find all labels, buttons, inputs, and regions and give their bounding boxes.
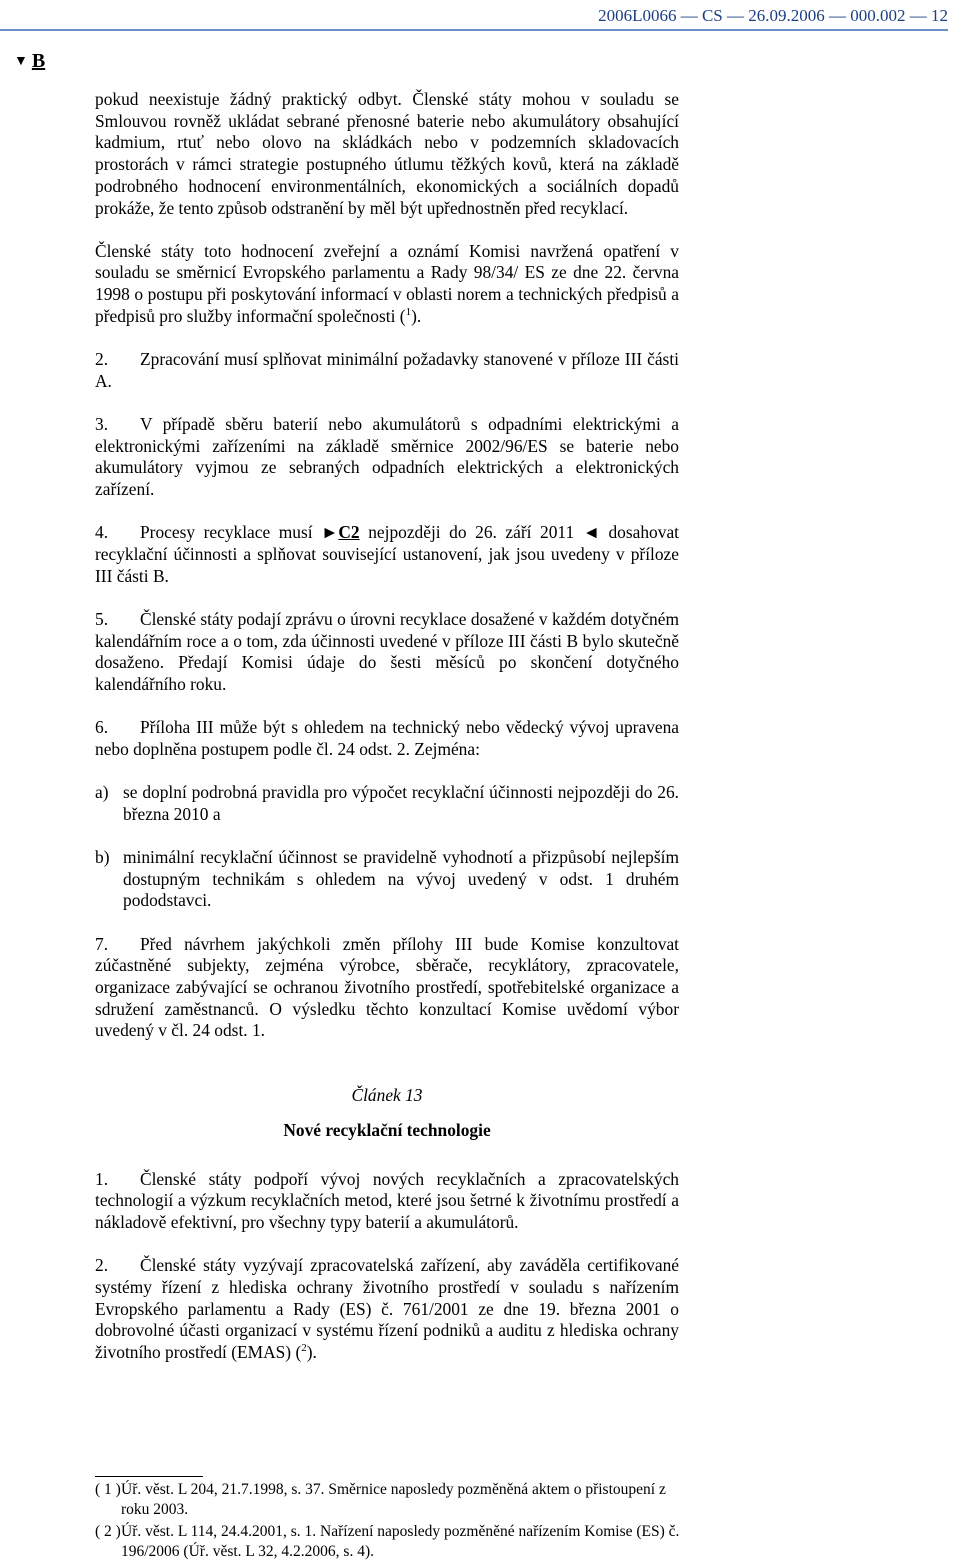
footnote-divider <box>95 1476 203 1477</box>
amendment-link-c2[interactable]: C2 <box>338 522 360 543</box>
paragraph-number: 2. <box>95 349 109 370</box>
paragraph-5: 5. Členské státy podají zprávu o úrovni recyklace dosažené v každém dotyčném kalendářním roce a o tom, zda účinnosti uvedené v příloze III části B bylo skutečně dosaženo. Předají Komisi údaje do šesti měsíců po skončení dotyčného kalendářního roku. <box>95 608 679 694</box>
list-item-a: a) se doplní podrobná pravidla pro výpočet recyklační účinnosti nejpozději do 26. března 2010 a <box>95 782 679 824</box>
paragraph-assessment: Členské státy toto hodnocení zveřejní a oznámí Komisi navržená opatření v souladu se směrnicí Evropského parlamentu a Rady 98/34/ ES ze dne 22. června 1998 o postupu při poskytování informací v oblasti norem a technických předpisů a předpisů pro služby informační společnosti ($^1$). <box>95 240 679 326</box>
paragraph-4: 4. Procesy recyklace musí ►C2 nejpozději do 26. září 2011 ◄ dosahovat recyklační účinnosti a splňovat související ustanovení, jak jsou uvedeny v příloze III části B. <box>95 522 680 586</box>
amendment-marker <box>14 50 45 73</box>
paragraph-7: 7. Před návrhem jakýchkoli změn přílohy III bude Komise konzultovat zúčastněné subjekty, zejména výrobce, sběrače, recyklátory, zpracovatele, organizace zabývající se ochranou životního prostředí, spotřebitelské organizace a sdružení zaměstnanců. O výsledku těchto konzultací Komise uvědomí výbor uvedený v čl. 24 odst. 1. <box>95 933 679 1041</box>
list-label: b) <box>95 846 110 867</box>
paragraph-6: 6. Příloha III může být s ohledem na technický nebo vědecký vývoj upravena nebo doplněna postupem podle čl. 24 odst. 2. Zejména: <box>95 717 679 759</box>
triangle-down-icon: ▼ <box>14 54 28 69</box>
article-title: Nové recyklační technologie <box>283 1119 491 1140</box>
footnote-label: ( 1 ) <box>95 1481 121 1498</box>
marker-label[interactable]: B <box>31 50 46 72</box>
paragraph-number: 6. <box>95 717 109 738</box>
paragraph-number: 1. <box>95 1168 109 1189</box>
article-paragraph-2: 2. Členské státy vyzývají zpracovatelská zařízení, aby zaváděla certifikované systémy řízení z hlediska ochrany životního prostředí v souladu s nařízením Evropského parlamentu a Rady (ES) č. 761/2001 ze dne 19. března 2001 o dobrovolné účasti organizací v systému řízení podniků a auditu z hlediska ochrany životního prostředí (EMAS) ($^2$). <box>95 1255 679 1362</box>
document-body <box>95 89 679 1385</box>
paragraph-number: 4. <box>95 522 109 543</box>
document-header: 2006L0066 — CS — 26.09.2006 — 000.002 — 12 <box>0 6 948 31</box>
paragraph-number: 5. <box>95 608 109 629</box>
paragraph-number: 2. <box>95 1255 109 1276</box>
paragraph-3: 3. V případě sběru baterií nebo akumulátorů s odpadními elektrickými a elektronickými zařízeními na základě směrnice 2002/96/ES se baterie nebo akumulátory vyjmou ze sebraných odpadních elektrických a elektronických zařízení. <box>95 413 679 500</box>
footnotes <box>95 1476 685 1564</box>
amendment-start-icon: ► <box>321 522 339 543</box>
article-number: Článek 13 <box>351 1085 423 1106</box>
list-label: a) <box>95 782 109 803</box>
list-item-b: b) minimální recyklační účinnost se pravidelně vyhodnotí a přizpůsobí nejlepším dostupným technikám s ohledem na vývoj uvedený v odst. 1 druhém pododstavci. <box>95 846 679 911</box>
footnote-ref-2[interactable]: 2 <box>301 1342 307 1355</box>
amendment-end-icon: ◄ <box>582 522 600 543</box>
footnote-ref-1[interactable]: 1 <box>405 306 412 319</box>
paragraph-number: 3. <box>95 413 109 434</box>
paragraph-continued: pokud neexistuje žádný praktický odbyt. Členské státy mohou v souladu se Smlouvou rovněž ukládat sebrané přenosné baterie nebo akumulátory obsahující kadmium, rtuť nebo olovo na skládkách nebo v podzemních skladovacích prostorách v rámci strategie postupného útlumu těžkých kovů, která na základě podrobného hodnocení environmentálních, ekonomických a sociálních dopadů prokáže, že tento způsob odstranění by měl být upřednostněn před recyklací. <box>95 89 679 218</box>
footnote-2: ( 2 ) Úř. věst. L 114, 24.4.2001, s. 1. Nařízení naposledy pozměněné nařízením Komise (ES) č. 196/2006 (Úř. věst. L 32, 4.2.2006, s. 4). <box>95 1523 680 1560</box>
footnote-label: ( 2 ) <box>95 1523 121 1540</box>
footnote-1: ( 1 ) Úř. věst. L 204, 21.7.1998, s. 37. Směrnice naposledy pozměněná aktem o přistoupení z roku 2003. <box>95 1481 666 1518</box>
paragraph-2: 2. Zpracování musí splňovat minimální požadavky stanovené v příloze III části A. <box>95 349 679 391</box>
paragraph-number: 7. <box>95 933 109 954</box>
article-paragraph-1: 1. Členské státy podpoří vývoj nových recyklačních a zpracovatelských technologií a výzkum recyklačních metod, které jsou šetrné k životnímu prostředí a nákladově efektivní, pro všechny typy baterií a akumulátorů. <box>95 1168 679 1232</box>
